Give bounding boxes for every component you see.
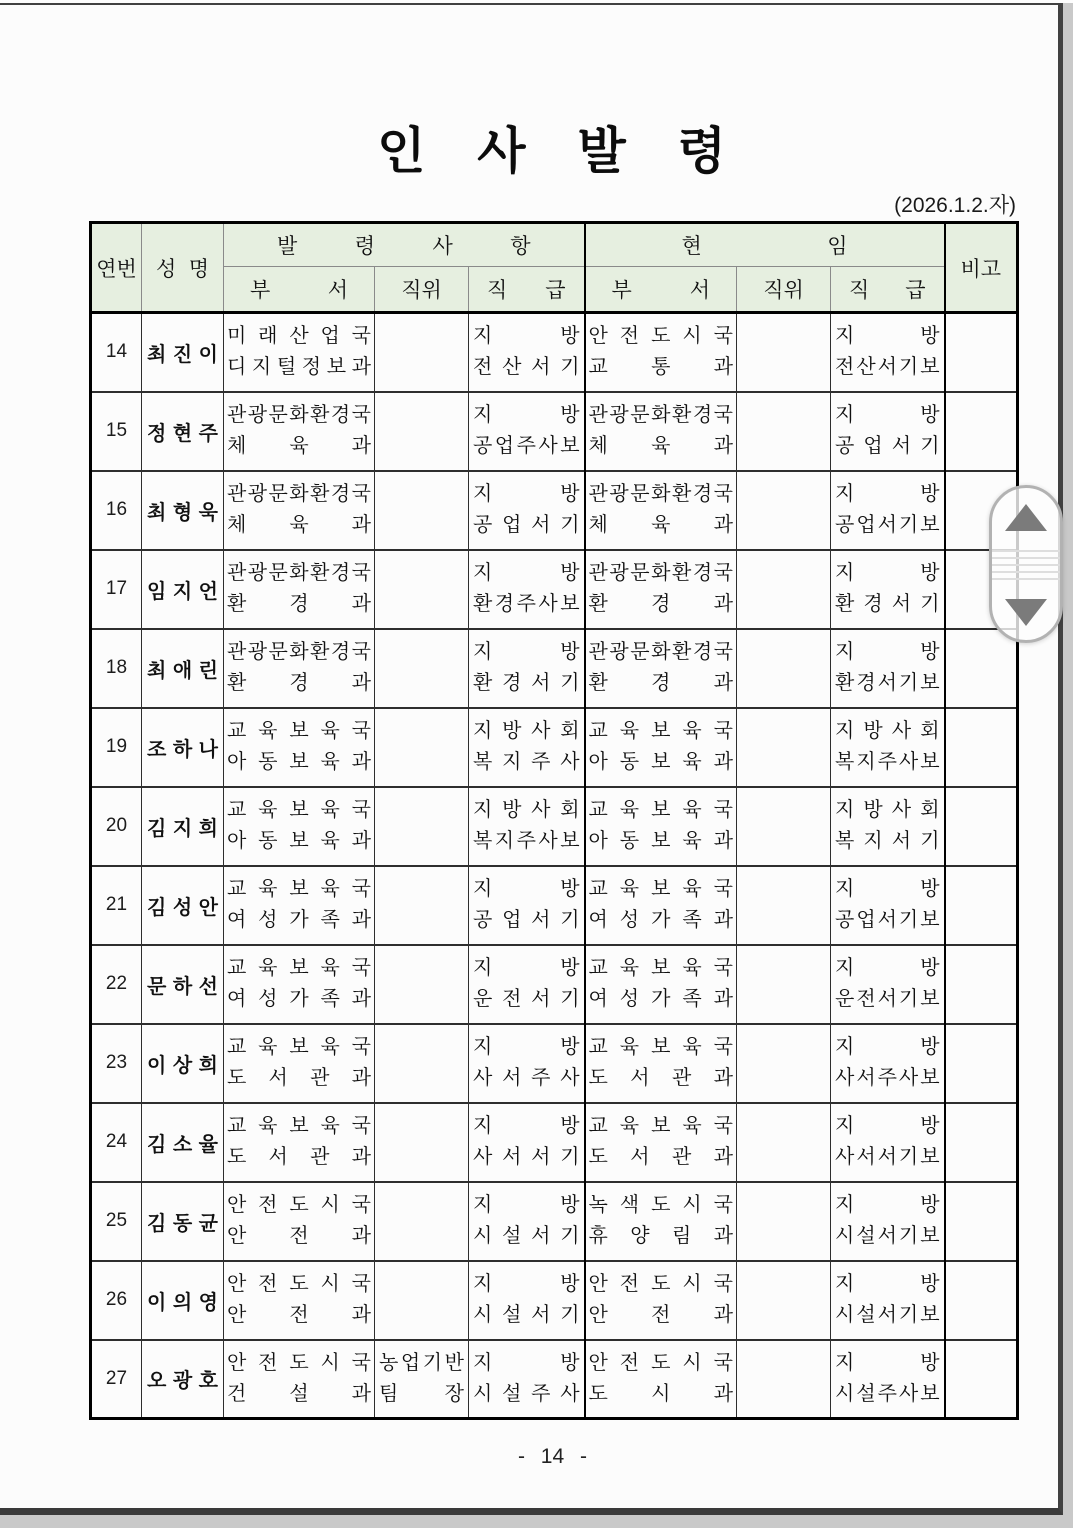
- cell-line: 관 광 문 화 환 경 국: [227, 404, 371, 426]
- cell-seq: 22: [91, 945, 142, 1024]
- cell-line: 안 전 도 시 국: [227, 1351, 371, 1374]
- cell-cur-dept: [585, 392, 737, 471]
- cell-line: 시 설 서 기 보: [835, 1225, 940, 1247]
- cell-line: 건 설 과: [227, 1382, 371, 1405]
- header-name: [142, 223, 224, 313]
- cell-line: 지 방 사 회: [473, 720, 580, 742]
- cell-cur-rank: [831, 1261, 945, 1340]
- cell-new-dept: [224, 550, 375, 629]
- cell-line: 전 산 서 기: [473, 356, 580, 379]
- cell-cur-dept: [585, 629, 737, 708]
- cell-cur-position: [737, 1261, 831, 1340]
- personnel-table: [89, 221, 1019, 1420]
- table-row: [91, 787, 1018, 866]
- cell-name: [142, 392, 224, 471]
- header-note: 비고: [945, 223, 1018, 313]
- cell-cur-position: [737, 866, 831, 945]
- table-header: [91, 223, 1018, 313]
- cell-cur-rank: [831, 471, 945, 550]
- cell-line: 안 전 과: [227, 1304, 371, 1326]
- cell-line: 공 업 서 기 보: [835, 909, 940, 931]
- cell-line: 지 방: [473, 562, 580, 584]
- cell-line: 환 경 서 기 보: [835, 672, 940, 694]
- cell-line: 지 방: [473, 1273, 580, 1295]
- table-row: [91, 945, 1018, 1024]
- cell-line: 여 성 가 족 과: [227, 988, 371, 1010]
- cell-line: 교 육 보 육 국: [588, 957, 733, 979]
- cell-note: [945, 1024, 1018, 1103]
- cell-name: [142, 1024, 224, 1103]
- person-name: 이 상 희: [147, 1054, 218, 1077]
- cell-new-rank: [469, 866, 585, 945]
- header-new-rank: [469, 267, 585, 313]
- cell-cur-position: [737, 1340, 831, 1419]
- cell-line: 지 방: [473, 878, 580, 900]
- cell-line: 공 업 서 기: [473, 514, 580, 536]
- cell-name: [142, 1261, 224, 1340]
- cell-line: 아 동 보 육 과: [588, 830, 733, 852]
- cell-note: [945, 1261, 1018, 1340]
- cell-cur-rank: [831, 787, 945, 866]
- cell-cur-position: [737, 1024, 831, 1103]
- cell-line: 환 경 과: [588, 672, 733, 694]
- cell-line: 도 서 관 과: [588, 1067, 733, 1089]
- cell-seq: 25: [91, 1182, 142, 1261]
- cell-line: 안 전 도 시 국: [588, 1351, 733, 1374]
- cell-line: 공 업 서 기: [473, 909, 580, 931]
- cell-line: 교 육 보 육 국: [227, 720, 371, 742]
- header-row-2: [91, 267, 1018, 313]
- cell-cur-dept: [585, 787, 737, 866]
- header-cur-rank: [831, 267, 945, 313]
- cell-cur-position: [737, 945, 831, 1024]
- person-name: 김 소 율: [147, 1133, 218, 1156]
- header-cur-position: 직위: [737, 267, 831, 313]
- cell-line: 도 서 관 과: [588, 1146, 733, 1168]
- cell-cur-dept: [585, 866, 737, 945]
- cell-cur-rank: [831, 1182, 945, 1261]
- cell-line: 환 경 서 기: [473, 672, 580, 694]
- person-name: 정 현 주: [147, 422, 218, 445]
- cell-note: [945, 708, 1018, 787]
- cell-line: 환 경 과: [588, 593, 733, 615]
- cell-line: 사 서 서 기: [473, 1146, 580, 1168]
- cell-line: 관 광 문 화 환 경 국: [588, 404, 733, 426]
- scroll-widget: [989, 485, 1063, 643]
- cell-line: 관 광 문 화 환 경 국: [227, 562, 371, 584]
- header-current-label: 현 임: [681, 235, 848, 258]
- table-row: [91, 471, 1018, 550]
- cell-line: 여 성 가 족 과: [588, 988, 733, 1010]
- header-name-label: 성 명: [156, 257, 209, 281]
- cell-new-dept: [224, 708, 375, 787]
- person-name: 문 하 선: [147, 975, 218, 998]
- header-cur-dept-label: 부 서: [611, 279, 711, 302]
- table-row: [91, 1340, 1018, 1419]
- cell-line: 지 방: [835, 1273, 940, 1295]
- cell-name: [142, 1103, 224, 1182]
- table-row: [91, 1261, 1018, 1340]
- header-current: [585, 223, 945, 267]
- cell-seq: 15: [91, 392, 142, 471]
- person-name: 임 지 언: [147, 580, 218, 603]
- cell-name: [142, 471, 224, 550]
- cell-line: 도 시 과: [588, 1382, 733, 1405]
- cell-cur-rank: [831, 392, 945, 471]
- cell-name: [142, 787, 224, 866]
- header-row-1: [91, 223, 1018, 267]
- person-name: 김 지 희: [147, 817, 218, 840]
- cell-cur-rank: [831, 1103, 945, 1182]
- effective-date: (2026.1.2.자): [894, 194, 1016, 217]
- cell-new-rank: [469, 945, 585, 1024]
- cell-line: 환 경 서 기: [835, 593, 940, 615]
- cell-line: 시 설 서 기 보: [835, 1304, 940, 1326]
- cell-new-position: [375, 1024, 469, 1103]
- cell-cur-rank: [831, 1024, 945, 1103]
- cell-line: 도 서 관 과: [227, 1146, 371, 1168]
- cell-cur-dept: [585, 1024, 737, 1103]
- cell-name: [142, 945, 224, 1024]
- cell-line: 지 방: [473, 1115, 580, 1137]
- cell-new-position: [375, 550, 469, 629]
- header-seq: 연번: [91, 223, 142, 313]
- cell-line: 교 육 보 육 국: [227, 878, 371, 900]
- cell-cur-dept: [585, 1261, 737, 1340]
- cell-line: 안 전 과: [588, 1304, 733, 1326]
- cell-note: [945, 1340, 1018, 1419]
- cell-cur-position: [737, 708, 831, 787]
- person-name: 김 동 균: [147, 1212, 218, 1235]
- cell-line: 아 동 보 육 과: [588, 751, 733, 773]
- cell-line: 사 서 주 사: [473, 1067, 580, 1089]
- cell-line: 교 육 보 육 국: [588, 1036, 733, 1058]
- cell-new-position: [375, 1182, 469, 1261]
- cell-cur-rank: [831, 866, 945, 945]
- cell-cur-dept: [585, 550, 737, 629]
- cell-line: 지 방: [473, 404, 580, 426]
- header-new-dept-label: 부 서: [250, 279, 348, 302]
- cell-new-position: [375, 866, 469, 945]
- header-appointment-label: 발 령 사 항: [277, 235, 531, 258]
- header-appointment: [224, 223, 585, 267]
- cell-cur-rank: [831, 945, 945, 1024]
- cell-line: 관 광 문 화 환 경 국: [227, 483, 371, 505]
- cell-line: 휴 양 림 과: [588, 1225, 733, 1247]
- cell-line: 지 방: [835, 562, 940, 584]
- cell-seq: 18: [91, 629, 142, 708]
- cell-line: 시 설 주 사: [473, 1382, 580, 1405]
- cell-line: 운 전 서 기 보: [835, 988, 940, 1010]
- cell-line: 관 광 문 화 환 경 국: [588, 483, 733, 505]
- page-number: - 14 -: [517, 1445, 587, 1468]
- person-name: 김 성 안: [147, 896, 218, 919]
- cell-seq: 17: [91, 550, 142, 629]
- cell-line: 시 설 주 사 보: [835, 1382, 940, 1405]
- cell-cur-rank: [831, 1340, 945, 1419]
- cell-seq: 27: [91, 1340, 142, 1419]
- cell-line: 지 방: [473, 325, 580, 348]
- personnel-table-wrap: [89, 221, 1019, 1420]
- cell-new-position: [375, 945, 469, 1024]
- cell-line: 체 육 과: [227, 514, 371, 536]
- table-row: [91, 550, 1018, 629]
- header-cur-dept: [585, 267, 737, 313]
- cell-line: 전 산 서 기 보: [835, 356, 940, 379]
- cell-line: 지 방 사 회: [473, 799, 580, 821]
- cell-line: 아 동 보 육 과: [227, 830, 371, 852]
- cell-cur-position: [737, 550, 831, 629]
- cell-line: 지 방: [473, 483, 580, 505]
- cell-line: 관 광 문 화 환 경 국: [227, 641, 371, 663]
- cell-new-position: [375, 787, 469, 866]
- cell-line: 체 육 과: [588, 435, 733, 457]
- cell-new-rank: [469, 1024, 585, 1103]
- person-name: 이 의 영: [147, 1291, 218, 1314]
- cell-line: 지 방: [835, 325, 940, 348]
- cell-cur-position: [737, 1182, 831, 1261]
- cell-line: 지 방: [835, 957, 940, 979]
- cell-new-rank: [469, 1340, 585, 1419]
- cell-line: 미 래 산 업 국: [227, 325, 371, 348]
- cell-line: 지 방: [835, 1351, 940, 1374]
- cell-line: 지 방: [473, 1194, 580, 1216]
- table-row: [91, 313, 1018, 392]
- cell-note: [945, 313, 1018, 392]
- cell-new-rank: [469, 1182, 585, 1261]
- person-name: 최 진 이: [147, 343, 218, 366]
- table-row: [91, 866, 1018, 945]
- cell-line: 지 방: [473, 1351, 580, 1374]
- cell-cur-position: [737, 1103, 831, 1182]
- cell-note: [945, 392, 1018, 471]
- cell-name: [142, 629, 224, 708]
- cell-new-dept: [224, 945, 375, 1024]
- cell-new-position: [375, 708, 469, 787]
- table-row: [91, 392, 1018, 471]
- cell-new-position: [375, 1103, 469, 1182]
- cell-line: 교 육 보 육 국: [588, 878, 733, 900]
- cell-line: 아 동 보 육 과: [227, 751, 371, 773]
- cell-line: 지 방: [835, 641, 940, 663]
- cell-seq: 20: [91, 787, 142, 866]
- table-row: [91, 708, 1018, 787]
- cell-note: [945, 1103, 1018, 1182]
- cell-new-rank: [469, 708, 585, 787]
- cell-new-dept: [224, 1340, 375, 1419]
- cell-line: 사 서 서 기 보: [835, 1146, 940, 1168]
- cell-line: 지 방: [835, 404, 940, 426]
- document-page: [0, 3, 1063, 1515]
- cell-line: 지 방: [835, 1036, 940, 1058]
- cell-new-dept: [224, 787, 375, 866]
- cell-new-rank: [469, 392, 585, 471]
- cell-new-position: [375, 313, 469, 392]
- cell-line: 지 방 사 회: [835, 720, 940, 742]
- cell-new-dept: [224, 629, 375, 708]
- table-body: [91, 313, 1018, 1419]
- cell-cur-position: [737, 392, 831, 471]
- cell-name: [142, 1340, 224, 1419]
- cell-cur-rank: [831, 550, 945, 629]
- cell-line: 환 경 과: [227, 593, 371, 615]
- cell-cur-rank: [831, 708, 945, 787]
- cell-line: 팀 장: [379, 1382, 464, 1405]
- cell-cur-dept: [585, 945, 737, 1024]
- cell-new-rank: [469, 1261, 585, 1340]
- cell-name: [142, 550, 224, 629]
- cell-new-position: [375, 629, 469, 708]
- cell-seq: 21: [91, 866, 142, 945]
- page-title: 인 사 발 령: [377, 123, 728, 179]
- cell-new-rank: [469, 629, 585, 708]
- cell-note: [945, 866, 1018, 945]
- cell-line: 도 서 관 과: [227, 1067, 371, 1089]
- table-row: [91, 1024, 1018, 1103]
- cell-cur-dept: [585, 471, 737, 550]
- cell-line: 지 방: [473, 957, 580, 979]
- cell-cur-rank: [831, 629, 945, 708]
- cell-line: 지 방: [835, 483, 940, 505]
- cell-line: 교 육 보 육 국: [227, 1115, 371, 1137]
- cell-new-position: [375, 1340, 469, 1419]
- cell-cur-position: [737, 471, 831, 550]
- person-name: 오 광 호: [147, 1370, 218, 1393]
- cell-seq: 19: [91, 708, 142, 787]
- cell-line: 사 서 주 사 보: [835, 1067, 940, 1089]
- cell-note: [945, 945, 1018, 1024]
- cell-cur-dept: [585, 1103, 737, 1182]
- cell-line: 체 육 과: [588, 514, 733, 536]
- cell-new-rank: [469, 313, 585, 392]
- cell-new-dept: [224, 313, 375, 392]
- cell-line: 환 경 주 사 보: [473, 593, 580, 615]
- scroll-down-icon[interactable]: [1005, 599, 1047, 626]
- cell-line: 교 육 보 육 국: [588, 1115, 733, 1137]
- cell-cur-dept: [585, 708, 737, 787]
- cell-line: 환 경 과: [227, 672, 371, 694]
- cell-line: 안 전 도 시 국: [588, 325, 733, 348]
- cell-seq: 24: [91, 1103, 142, 1182]
- cell-new-position: [375, 471, 469, 550]
- cell-line: 시 설 서 기: [473, 1225, 580, 1247]
- cell-seq: 16: [91, 471, 142, 550]
- cell-line: 복 지 서 기: [835, 830, 940, 852]
- cell-cur-dept: [585, 313, 737, 392]
- cell-new-rank: [469, 1103, 585, 1182]
- cell-line: 녹 색 도 시 국: [588, 1194, 733, 1216]
- cell-line: 지 방: [473, 641, 580, 663]
- cell-line: 안 전 도 시 국: [227, 1194, 371, 1216]
- cell-line: 복 지 주 사 보: [473, 830, 580, 852]
- cell-line: 교 육 보 육 국: [227, 799, 371, 821]
- cell-note: [945, 629, 1018, 708]
- person-name: 최 형 욱: [147, 501, 218, 524]
- cell-cur-position: [737, 787, 831, 866]
- cell-line: 시 설 서 기: [473, 1304, 580, 1326]
- cell-name: [142, 708, 224, 787]
- scroll-up-icon[interactable]: [1005, 504, 1047, 531]
- cell-line: 공 업 서 기: [835, 435, 940, 457]
- header-new-position: 직위: [375, 267, 469, 313]
- cell-new-dept: [224, 1261, 375, 1340]
- cell-line: 안 전 도 시 국: [588, 1273, 733, 1295]
- cell-new-position: [375, 1261, 469, 1340]
- table-row: [91, 1182, 1018, 1261]
- cell-line: 교 육 보 육 국: [227, 957, 371, 979]
- cell-new-dept: [224, 392, 375, 471]
- person-name: 최 애 린: [147, 659, 218, 682]
- cell-new-rank: [469, 787, 585, 866]
- cell-seq: 14: [91, 313, 142, 392]
- cell-seq: 23: [91, 1024, 142, 1103]
- header-new-rank-label: 직 급: [487, 279, 566, 302]
- cell-line: 지 방 사 회: [835, 799, 940, 821]
- cell-new-position: [375, 392, 469, 471]
- cell-line: 여 성 가 족 과: [227, 909, 371, 931]
- cell-new-dept: [224, 1024, 375, 1103]
- scroll-grip[interactable]: [992, 550, 1060, 580]
- cell-line: 교 육 보 육 국: [588, 720, 733, 742]
- cell-line: 복 지 주 사 보: [835, 751, 940, 773]
- cell-cur-dept: [585, 1182, 737, 1261]
- cell-new-rank: [469, 550, 585, 629]
- person-name: 조 하 나: [147, 738, 218, 761]
- cell-line: 체 육 과: [227, 435, 371, 457]
- cell-new-dept: [224, 1182, 375, 1261]
- cell-line: 지 방: [835, 1194, 940, 1216]
- cell-line: 안 전 과: [227, 1225, 371, 1247]
- header-new-dept: [224, 267, 375, 313]
- cell-name: [142, 313, 224, 392]
- cell-line: 지 방: [835, 1115, 940, 1137]
- cell-line: 지 방: [473, 1036, 580, 1058]
- cell-line: 복 지 주 사: [473, 751, 580, 773]
- cell-line: 교 육 보 육 국: [588, 799, 733, 821]
- cell-line: 교 육 보 육 국: [227, 1036, 371, 1058]
- cell-line: 교 통 과: [588, 356, 733, 379]
- cell-cur-position: [737, 629, 831, 708]
- cell-line: 관 광 문 화 환 경 국: [588, 562, 733, 584]
- cell-line: 여 성 가 족 과: [588, 909, 733, 931]
- cell-seq: 26: [91, 1261, 142, 1340]
- cell-cur-rank: [831, 313, 945, 392]
- cell-line: 관 광 문 화 환 경 국: [588, 641, 733, 663]
- cell-note: [945, 1182, 1018, 1261]
- cell-name: [142, 866, 224, 945]
- cell-line: 농 업 기 반: [379, 1351, 464, 1374]
- cell-line: 디 지 털 정 보 과: [227, 356, 371, 379]
- cell-line: 운 전 서 기: [473, 988, 580, 1010]
- table-row: [91, 629, 1018, 708]
- cell-note: [945, 787, 1018, 866]
- table-row: [91, 1103, 1018, 1182]
- header-cur-rank-label: 직 급: [849, 279, 926, 302]
- cell-line: 공 업 주 사 보: [473, 435, 580, 457]
- cell-new-dept: [224, 471, 375, 550]
- cell-cur-position: [737, 313, 831, 392]
- cell-new-dept: [224, 866, 375, 945]
- cell-line: 지 방: [835, 878, 940, 900]
- cell-new-dept: [224, 1103, 375, 1182]
- cell-line: 공 업 서 기 보: [835, 514, 940, 536]
- cell-line: 안 전 도 시 국: [227, 1273, 371, 1295]
- cell-name: [142, 1182, 224, 1261]
- cell-cur-dept: [585, 1340, 737, 1419]
- cell-new-rank: [469, 471, 585, 550]
